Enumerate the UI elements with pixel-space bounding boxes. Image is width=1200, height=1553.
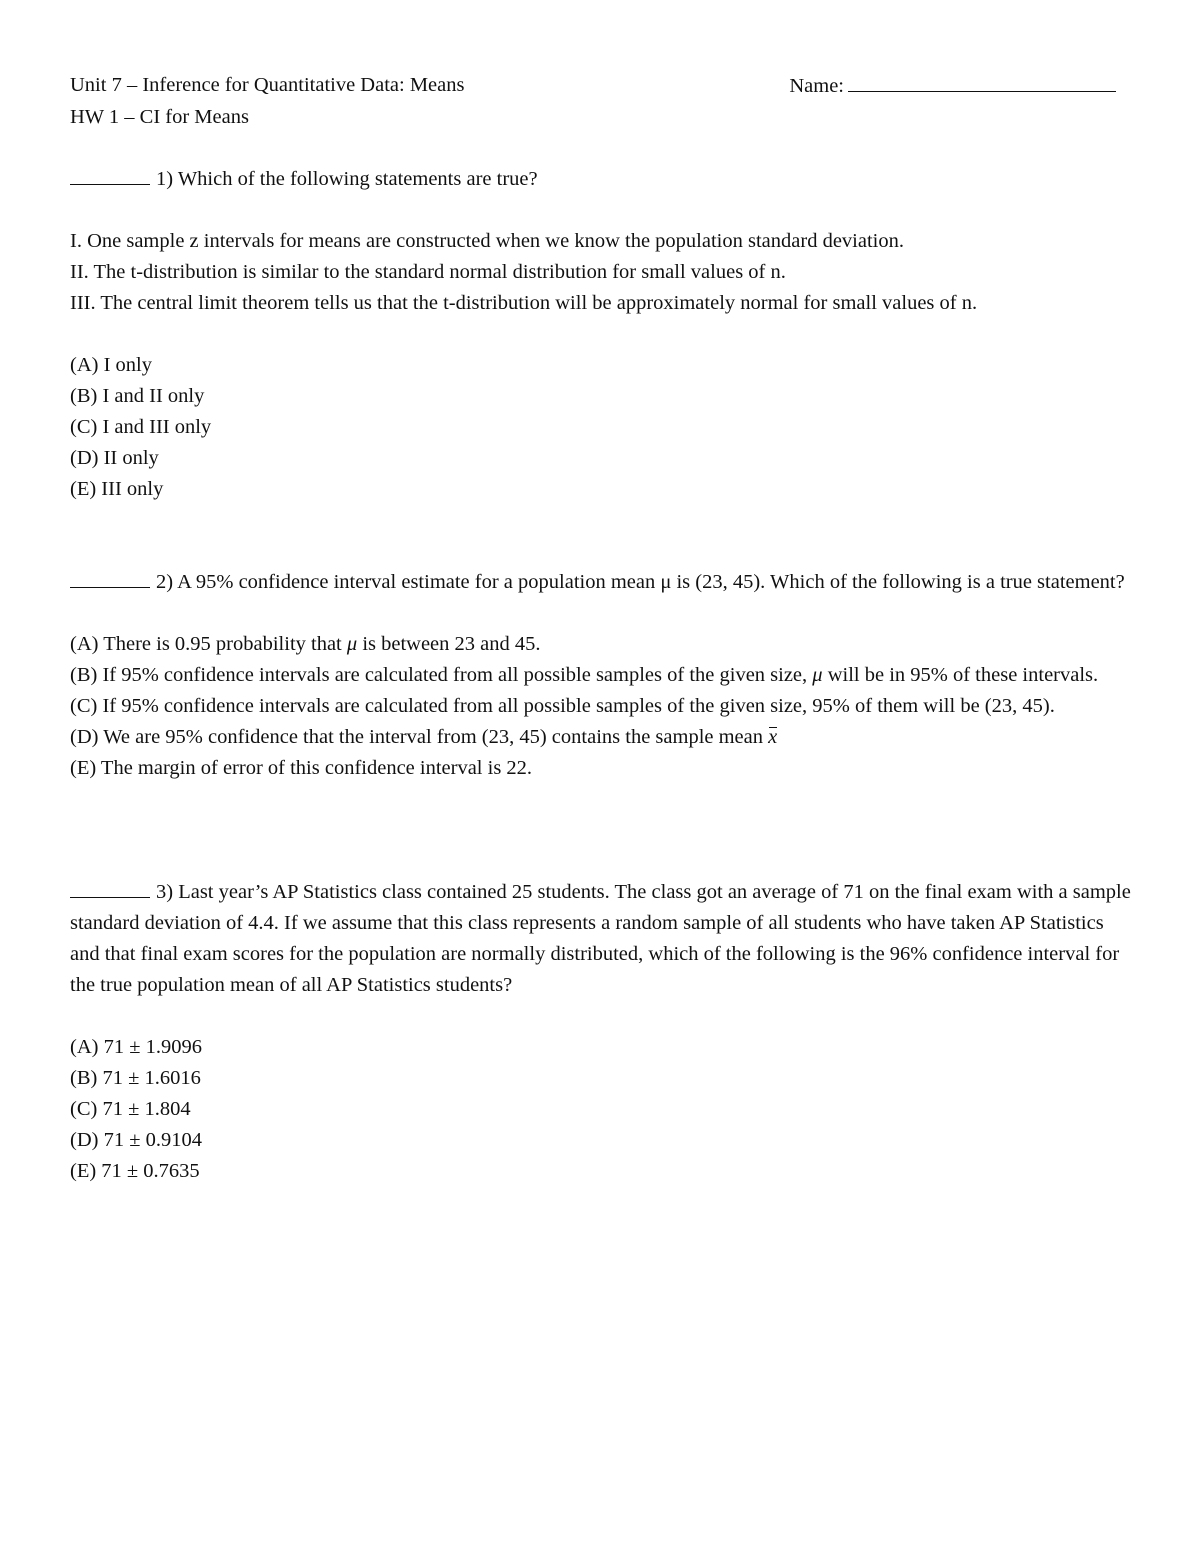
- answer-blank-1[interactable]: [70, 164, 150, 185]
- question-1: [70, 164, 1132, 505]
- name-blank[interactable]: [848, 70, 1116, 92]
- statement-iii: III. The central limit theorem tells us that the t-distribution will be approximately normal for small values of n.: [70, 292, 978, 314]
- answer-blank-3[interactable]: [70, 877, 150, 898]
- choice-3b: (B) 71 ± 1.6016: [70, 1067, 201, 1089]
- name-field: [789, 70, 1116, 102]
- choice-2d: (D) We are 95% confidence that the interval from (23, 45) contains the sample mean x: [70, 722, 1132, 753]
- choice-3a: (A) 71 ± 1.9096: [70, 1036, 202, 1058]
- mu-symbol: μ: [346, 633, 358, 655]
- name-label: Name:: [789, 75, 844, 97]
- question-1-stem: 1) Which of the following statements are true?: [156, 168, 538, 190]
- choice-2c: (C) If 95% confidence intervals are calculated from all possible samples of the given size, 95% of them will be (23, 45).: [70, 695, 1055, 717]
- worksheet-title: Unit 7 – Inference for Quantitative Data: Means: [70, 74, 465, 96]
- choice-1e: (E) III only: [70, 478, 164, 500]
- question-2: [70, 567, 1132, 784]
- x-bar-symbol: x: [768, 722, 777, 753]
- choice-1b: (B) I and II only: [70, 385, 205, 407]
- statement-i: I. One sample z intervals for means are constructed when we know the population standard deviation.: [70, 230, 904, 252]
- worksheet-subtitle: HW 1 – CI for Means: [70, 106, 249, 128]
- header-row: [70, 70, 1132, 102]
- choice-1a: (A) I only: [70, 354, 152, 376]
- question-3: [70, 877, 1132, 1187]
- question-2-stem: 2) A 95% confidence interval estimate for a population mean μ is (23, 45). Which of the following is a true statement?: [156, 571, 1125, 593]
- mu-symbol: μ: [812, 664, 823, 686]
- statement-ii: II. The t-distribution is similar to the standard normal distribution for small values of n.: [70, 261, 786, 283]
- choice-2e: (E) The margin of error of this confidence interval is 22.: [70, 757, 533, 779]
- choice-2b: (B) If 95% confidence intervals are calculated from all possible samples of the given size, μ will be in 95% of these intervals.: [70, 664, 1099, 686]
- choice-2a: (A) There is 0.95 probability that μ is between 23 and 45.: [70, 633, 541, 655]
- choice-1d: (D) II only: [70, 447, 159, 469]
- question-3-stem: 3) Last year’s AP Statistics class contained 25 students. The class got an average of 71 on the final exam with a sample standard deviation of 4.4. If we assume that this class represents a random sample of all students who have taken AP Statistics and that final exam scores for the population are normally distributed, which of the following is the 96% confidence interval for the true population mean of all AP Statistics students?: [70, 881, 1131, 996]
- worksheet-page: [70, 70, 1132, 1187]
- choice-3d: (D) 71 ± 0.9104: [70, 1129, 202, 1151]
- choice-1c: (C) I and III only: [70, 416, 212, 438]
- choice-3e: (E) 71 ± 0.7635: [70, 1160, 200, 1182]
- choice-3c: (C) 71 ± 1.804: [70, 1098, 191, 1120]
- answer-blank-2[interactable]: [70, 567, 150, 588]
